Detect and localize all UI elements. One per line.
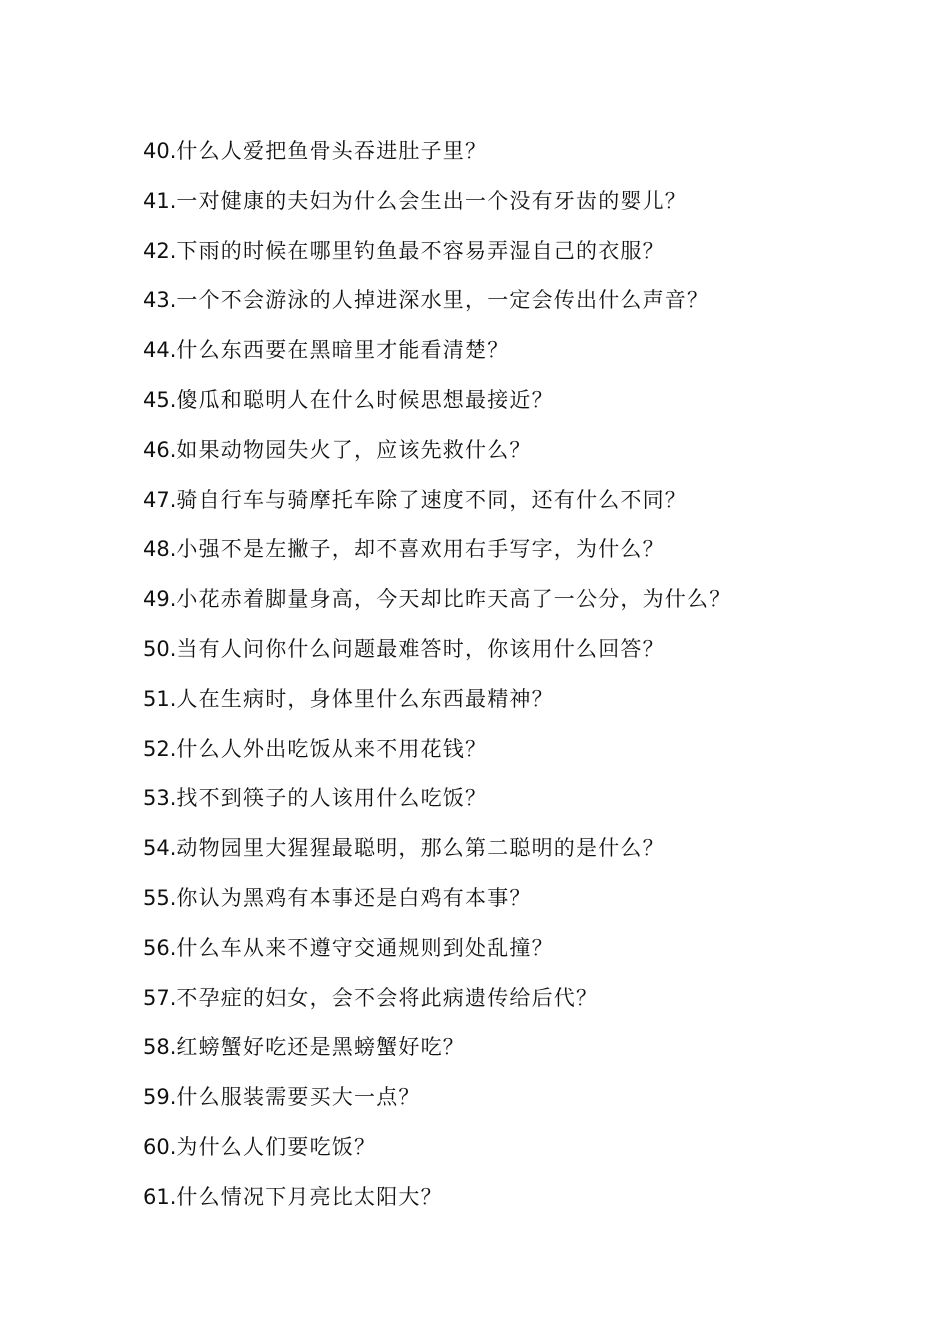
question-number: 51. (143, 686, 177, 711)
question-number: 53. (143, 786, 177, 811)
question-number: 47. (143, 487, 177, 512)
question-number: 40. (143, 139, 177, 163)
question-text: 动物园里大猩猩最聪明，那么第二聪明的是什么？ (176, 836, 665, 861)
list-item (143, 1129, 923, 1179)
question-text: 红螃蟹好吃还是黑螃蟹好吃？ (176, 1035, 466, 1060)
list-item (143, 631, 923, 681)
list-item (143, 581, 923, 631)
list-item (143, 432, 923, 482)
list-item (143, 681, 923, 731)
question-number: 56. (143, 935, 177, 960)
question-list (143, 133, 923, 1229)
question-number: 52. (143, 736, 177, 761)
list-item (143, 830, 923, 880)
list-item (143, 133, 923, 183)
question-number: 55. (143, 885, 177, 910)
question-number: 46. (143, 437, 177, 462)
list-item (143, 1179, 923, 1229)
list-item (143, 980, 923, 1030)
question-number: 60. (143, 1134, 177, 1159)
question-text: 找不到筷子的人该用什么吃饭？ (176, 786, 488, 811)
question-number: 57. (143, 985, 177, 1010)
list-item (143, 880, 923, 930)
list-item (143, 382, 923, 432)
list-item (143, 332, 923, 382)
question-text: 一对健康的夫妇为什么会生出一个没有牙齿的婴儿？ (176, 188, 688, 213)
question-text: 傻瓜和聪明人在什么时候思想最接近？ (176, 387, 554, 412)
list-item (143, 930, 923, 980)
question-number: 48. (143, 537, 177, 562)
question-number: 50. (143, 636, 177, 661)
question-number: 59. (143, 1085, 177, 1110)
list-item (143, 233, 923, 283)
question-number: 49. (143, 587, 177, 612)
question-number: 43. (143, 288, 177, 313)
question-text: 什么车从来不遵守交通规则到处乱撞？ (176, 935, 554, 960)
question-text: 如果动物园失火了，应该先救什么？ (176, 437, 532, 462)
question-number: 45. (143, 387, 177, 412)
question-text: 为什么人们要吃饭？ (176, 1134, 377, 1159)
question-number: 61. (143, 1184, 177, 1209)
question-number: 58. (143, 1035, 177, 1060)
question-text: 你认为黑鸡有本事还是白鸡有本事？ (176, 885, 532, 910)
list-item (143, 1079, 923, 1129)
question-text: 什么人外出吃饭从来不用花钱？ (176, 736, 488, 761)
list-item (143, 183, 923, 233)
question-text: 骑自行车与骑摩托车除了速度不同，还有什么不同？ (176, 487, 688, 512)
question-text: 下雨的时候在哪里钓鱼最不容易弄湿自己的衣服？ (176, 238, 665, 263)
question-number: 41. (143, 188, 177, 213)
list-item (143, 731, 923, 781)
question-text: 什么服装需要买大一点？ (176, 1085, 421, 1110)
question-text: 一个不会游泳的人掉进深水里，一定会传出什么声音？ (176, 288, 710, 313)
question-text: 什么东西要在黑暗里才能看清楚？ (176, 338, 510, 363)
list-item (143, 531, 923, 581)
question-text: 当有人问你什么问题最难答时，你该用什么回答？ (176, 636, 665, 661)
list-item (143, 482, 923, 532)
question-text: 小花赤着脚量身高，今天却比昨天高了一公分，为什么？ (176, 587, 732, 612)
question-text: 不孕症的妇女，会不会将此病遗传给后代？ (176, 985, 599, 1010)
question-number: 42. (143, 238, 177, 263)
question-text: 小强不是左撇子，却不喜欢用右手写字，为什么？ (176, 537, 665, 562)
list-item (143, 1029, 923, 1079)
question-text: 什么人爱把鱼骨头吞进肚子里？ (176, 139, 488, 163)
question-number: 44. (143, 338, 177, 363)
question-number: 54. (143, 836, 177, 861)
list-item (143, 780, 923, 830)
question-text: 人在生病时，身体里什么东西最精神？ (176, 686, 554, 711)
list-item (143, 282, 923, 332)
question-text: 什么情况下月亮比太阳大？ (176, 1184, 443, 1209)
